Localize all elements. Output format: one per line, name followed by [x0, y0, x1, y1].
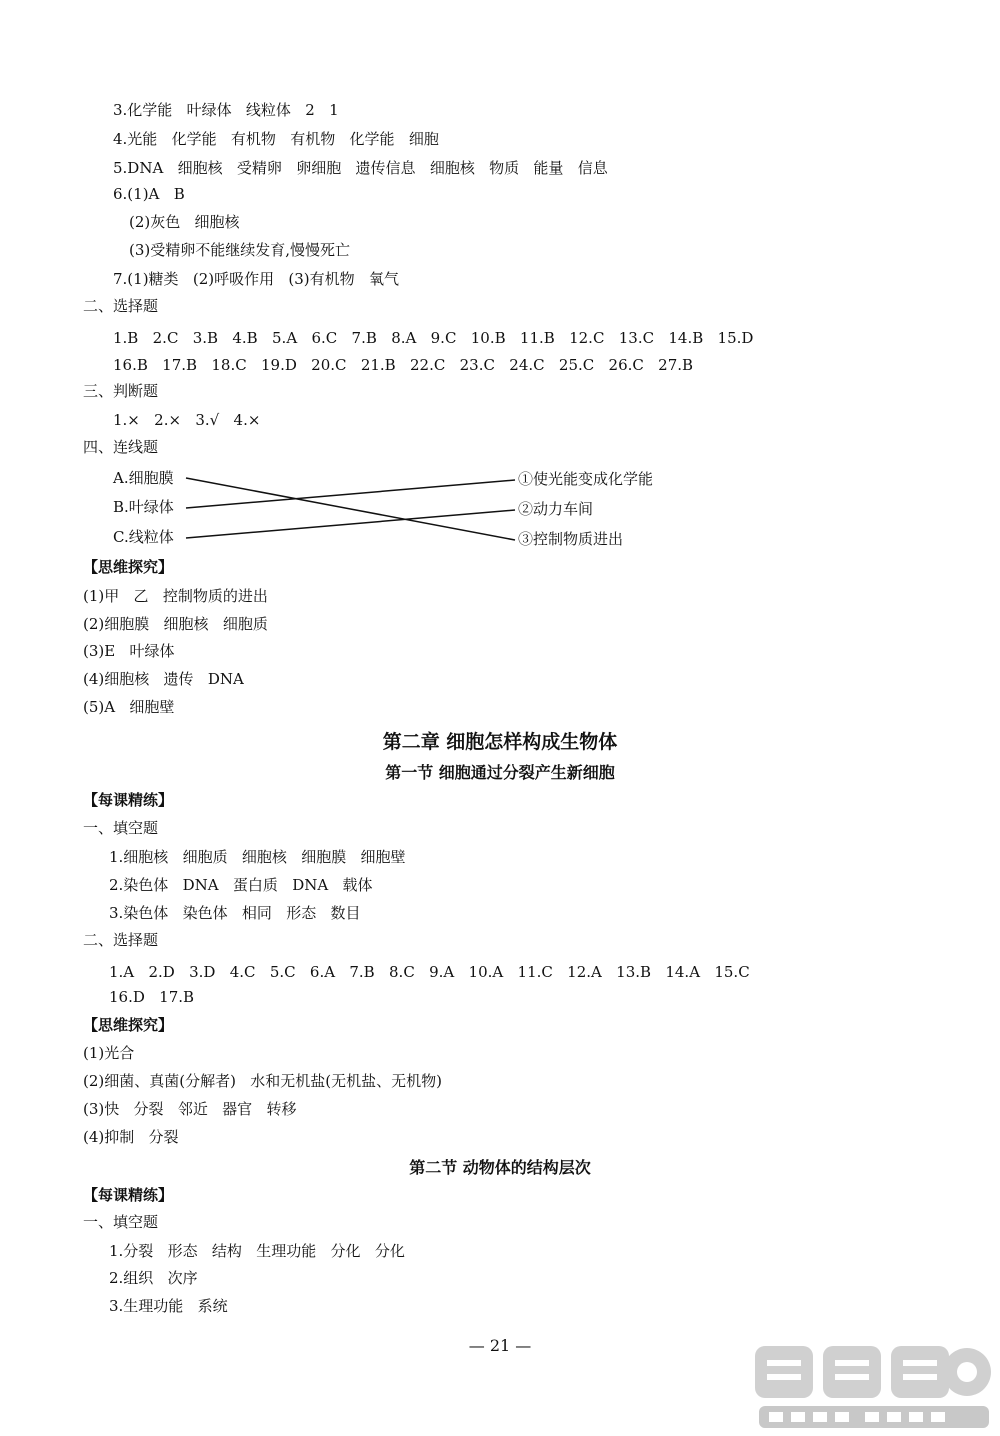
- section-heading: 【每课精练】: [83, 1186, 174, 1204]
- answer-line: 5.DNA 细胞核 受精卵 卵细胞 遗传信息 细胞核 物质 能量 信息: [113, 159, 608, 177]
- section-heading: 【思维探究】: [83, 558, 174, 576]
- answer-line: (2)细菌、真菌(分解者) 水和无机盐(无机盐、无机物): [83, 1072, 442, 1090]
- section-heading: 一、填空题: [83, 1213, 159, 1231]
- answer-line: 3.染色体 染色体 相同 形态 数目: [109, 904, 361, 922]
- answer-line: 16.B 17.B 18.C 19.D 20.C 21.B 22.C 23.C 24.C 25.C 26.C 27.B: [113, 356, 694, 374]
- answer-line: (5)A 细胞壁: [83, 698, 175, 716]
- line-c-2: [186, 510, 515, 538]
- match-lines: [0, 0, 1000, 600]
- answer-line: (3)E 叶绿体: [83, 642, 175, 660]
- section-heading: 一、填空题: [83, 819, 159, 837]
- answer-line: 3.生理功能 系统: [109, 1297, 228, 1315]
- chapter-title: 第二章 细胞怎样构成生物体: [382, 731, 618, 753]
- answer-line: (4)抑制 分裂: [83, 1128, 179, 1146]
- section-heading: 二、选择题: [83, 931, 159, 949]
- answer-line: 2.染色体 DNA 蛋白质 DNA 载体: [109, 876, 373, 894]
- match-left-item: C.线粒体: [113, 528, 174, 546]
- answer-line: (4)细胞核 遗传 DNA: [83, 670, 244, 688]
- answer-line: 6.(1)A B: [113, 185, 185, 203]
- answer-line: (1)光合: [83, 1044, 135, 1062]
- answer-line: 3.化学能 叶绿体 线粒体 2 1: [113, 101, 339, 119]
- section-heading: 【每课精练】: [83, 791, 174, 809]
- answer-line: (3)受精卵不能继续发育,慢慢死亡: [129, 241, 351, 259]
- line-a-3: [186, 478, 515, 540]
- answer-line: (2)灰色 细胞核: [129, 213, 240, 231]
- match-right-item: ②动力车间: [518, 500, 594, 518]
- answer-line: 1.分裂 形态 结构 生理功能 分化 分化: [109, 1242, 405, 1260]
- match-right-item: ①使光能变成化学能: [518, 470, 654, 488]
- answer-line: (3)快 分裂 邻近 器官 转移: [83, 1100, 297, 1118]
- answer-line: 16.D 17.B: [109, 988, 195, 1006]
- answer-line: (1)甲 乙 控制物质的进出: [83, 587, 268, 605]
- answer-line: 1.细胞核 细胞质 细胞核 细胞膜 细胞壁: [109, 848, 406, 866]
- answer-line: 1.A 2.D 3.D 4.C 5.C 6.A 7.B 8.C 9.A 10.A 11.C 12.A 13.B 14.A 15.C: [109, 963, 750, 981]
- section-heading: 【思维探究】: [83, 1016, 174, 1034]
- line-b-1: [186, 480, 515, 508]
- section-heading: 三、判断题: [83, 382, 159, 400]
- answer-line: (2)细胞膜 细胞核 细胞质: [83, 615, 268, 633]
- match-left-item: A.细胞膜: [113, 469, 174, 487]
- answer-line: 2.组织 次序: [109, 1269, 198, 1287]
- watermark-logo: [745, 1340, 1000, 1436]
- answer-line: 4.光能 化学能 有机物 有机物 化学能 细胞: [113, 130, 439, 148]
- section-title: 第一节 细胞通过分裂产生新细胞: [385, 763, 615, 782]
- answer-line: 7.(1)糖类 (2)呼吸作用 (3)有机物 氧气: [113, 270, 399, 288]
- match-right-item: ③控制物质进出: [518, 530, 624, 548]
- answer-line: 1.× 2.× 3.√ 4.×: [113, 411, 261, 429]
- section-heading: 二、选择题: [83, 297, 159, 315]
- section-heading: 四、连线题: [83, 438, 159, 456]
- match-left-item: B.叶绿体: [113, 498, 174, 516]
- page-number: — 21 —: [468, 1336, 532, 1355]
- answer-line: 1.B 2.C 3.B 4.B 5.A 6.C 7.B 8.A 9.C 10.B 11.B 12.C 13.C 14.B 15.D: [113, 329, 754, 347]
- section-title: 第二节 动物体的结构层次: [409, 1158, 591, 1177]
